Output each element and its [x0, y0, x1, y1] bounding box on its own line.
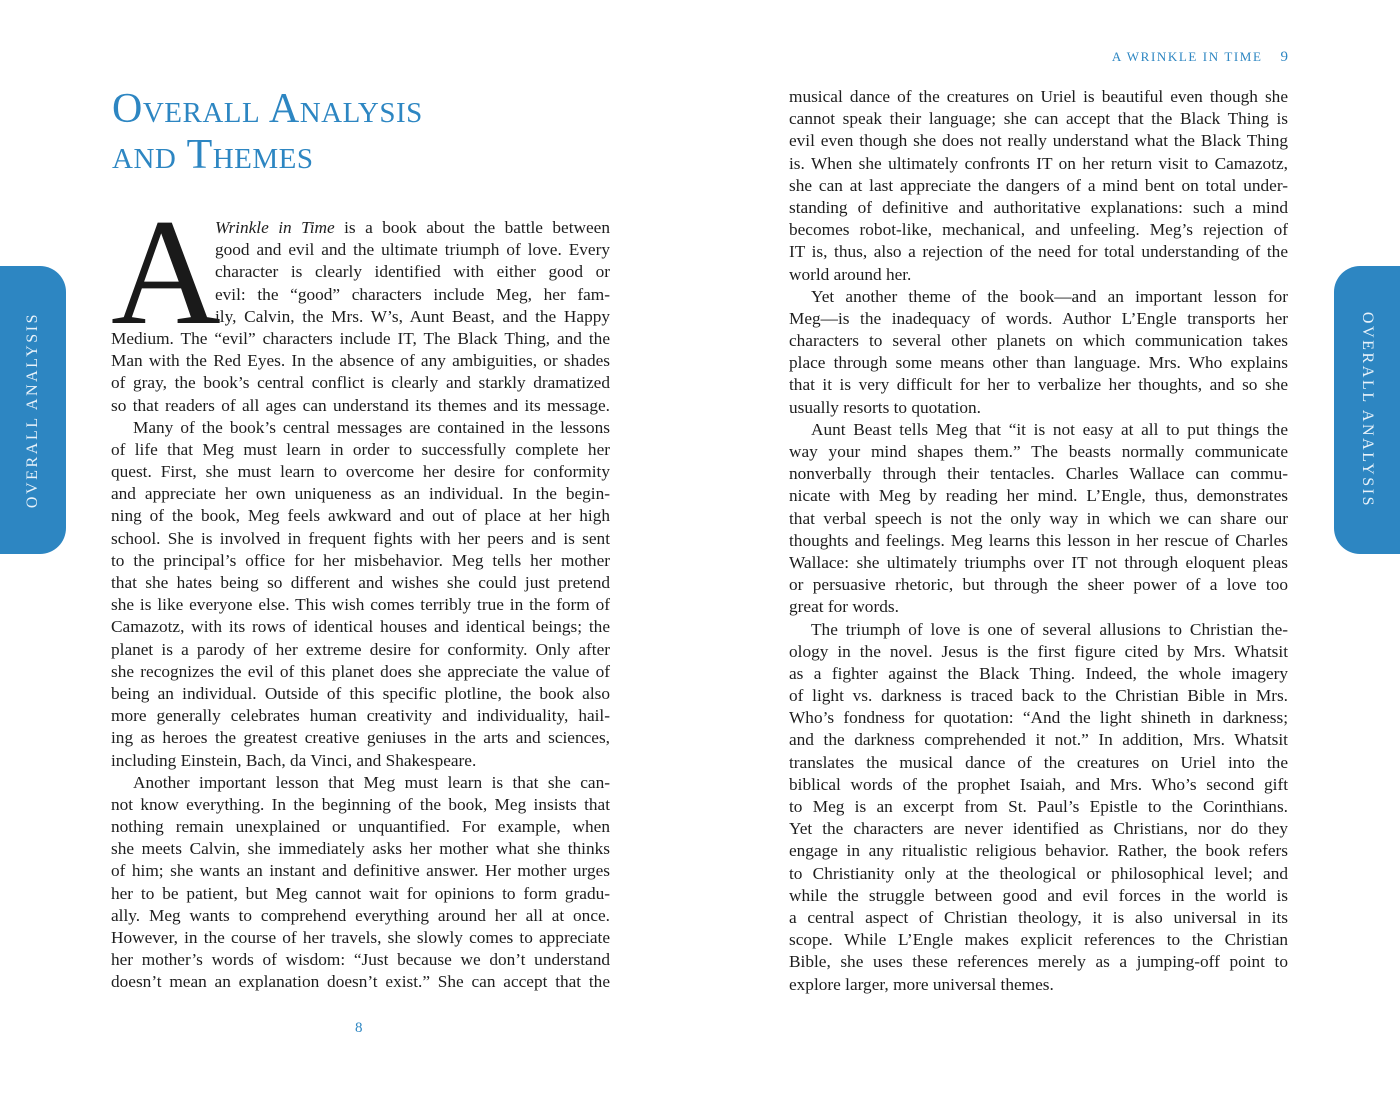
text-line: Yet the characters are never identified as Christians, nor do they: [789, 819, 1288, 839]
text-line: explore larger, more universal themes.: [789, 974, 1054, 994]
text-line: good and evil and the ultimate triumph of love. Every: [215, 240, 610, 260]
text-line: she is like everyone else. This wish comes terribly true in the form of: [111, 595, 610, 615]
page-number-left: 8: [355, 1020, 363, 1036]
text-line: of life that Meg must learn in order to successfully complete her: [111, 439, 610, 459]
text-line: way your mind shapes them.” The beasts normally communicate: [789, 442, 1288, 461]
text-line: ning of the book, Meg feels awkward and out of place at her high: [111, 506, 610, 526]
text-line: being an individual. Outside of this specific plotline, the book also: [111, 683, 610, 703]
text-line: her mother’s words of wisdom: “Just because we don’t understand: [111, 950, 610, 970]
drop-cap: A: [111, 188, 221, 356]
text-line: nothing remain unexplained or unquantified. For example, when: [111, 817, 610, 837]
text-line: including Einstein, Bach, da Vinci, and Shakespeare.: [111, 750, 477, 770]
text-line: while the struggle between good and evil forces in the world is: [789, 885, 1288, 905]
text-line: ing as heroes the greatest creative geniuses in the arts and sciences,: [111, 728, 610, 748]
section-tab-label: OVERALL ANALYSIS: [24, 311, 41, 509]
chapter-title-line-2: and Themes: [112, 132, 314, 178]
left-column-text: [111, 217, 610, 994]
text-line: of light vs. darkness is traced back to the Christian Bible in Mrs.: [789, 686, 1288, 706]
text-line: that verbal speech is not the only way in which we can share our: [789, 508, 1288, 528]
text-line: more generally celebrates human creativity and individuality, hail-: [111, 706, 610, 726]
text-line: Man with the Red Eyes. In the absence of any ambiguities, or shades: [111, 351, 610, 371]
text-line: to Christianity only at the theological or philosophical level; and: [789, 863, 1288, 883]
section-tab-left[interactable]: [0, 266, 66, 554]
text-line: nonverbally through their tentacles. Charles Wallace can commu-: [789, 464, 1288, 484]
chapter-title: [112, 86, 423, 178]
text-line: her to be patient, but Meg cannot wait for opinions to form gradu-: [111, 883, 610, 903]
text-line: school. She is involved in frequent fights with her peers and is sent: [111, 528, 610, 548]
text-line: IT is, thus, also a rejection of the need for total understanding of the: [789, 242, 1288, 262]
text-line: The triumph of love is one of several allusions to Christian the-: [811, 619, 1288, 639]
text-line: Bible, she uses these references merely as a jumping-off point to: [789, 952, 1288, 972]
text-line: she can at last appreciate the dangers of a mind bent on total under-: [789, 175, 1288, 195]
text-line: Yet another theme of the book—and an important lesson for: [811, 286, 1288, 306]
text-line: Another important lesson that Meg must learn is that she can-: [133, 772, 610, 792]
section-tab-right[interactable]: [1334, 266, 1400, 554]
text-line: becomes robot-like, mechanical, and unfeeling. Meg’s rejection of: [789, 220, 1288, 240]
text-line: quest. First, she must learn to overcome her desire for conformity: [111, 462, 610, 482]
running-head: [1112, 49, 1288, 66]
text-line: planet is a parody of her extreme desire for conformity. Only after: [111, 639, 610, 659]
text-line: Who’s fondness for quotation: “And the light shineth in darkness;: [789, 708, 1288, 728]
text-line: Wallace: she ultimately triumphs over IT not through eloquent pleas: [789, 552, 1288, 572]
text-line: However, in the course of her travels, she slowly comes to appreciate: [111, 928, 610, 947]
text-line: world around her.: [789, 264, 912, 284]
text-line: standing of definitive and authoritative explanations: such a mind: [789, 197, 1288, 217]
text-line: a central aspect of Christian theology, it is also universal in its: [789, 907, 1288, 927]
text-line: doesn’t mean an explanation doesn’t exist.” She can accept that the: [111, 972, 610, 992]
text-line: ily, Calvin, the Mrs. W’s, Aunt Beast, and the Happy: [215, 306, 610, 326]
text-line: or persuasive rhetoric, but through the sheer power of a love too: [789, 575, 1288, 595]
text-line: musical dance of the creatures on Uriel is beautiful even though she: [789, 87, 1288, 106]
text-line: nicate with Meg by reading her mind. L’Engle, thus, demonstrates: [789, 486, 1288, 506]
text-line: engage in any ritualistic religious behavior. Rather, the book refers: [789, 841, 1288, 861]
text-line: of gray, the book’s central conflict is clearly and starkly dramatized: [111, 373, 610, 393]
text-line: usually resorts to quotation.: [789, 397, 981, 417]
text-line: place through some means other than language. Mrs. Who explains: [789, 353, 1288, 373]
text-line: Wrinkle in Time is a book about the battle between: [215, 218, 610, 237]
text-line: Medium. The “evil” characters include IT, The Black Thing, and the: [111, 328, 610, 348]
right-column-text: [789, 86, 1288, 996]
page-number-right: 9: [1280, 49, 1288, 65]
text-line: Camazotz, with its rows of identical houses and identical beings; the: [111, 617, 610, 637]
text-line: of him; she wants an instant and definitive answer. Her mother urges: [111, 861, 610, 881]
text-line: she meets Calvin, she immediately asks her mother what she thinks: [111, 839, 610, 859]
text-line: she recognizes the evil of this planet does she appreciate the value of: [111, 661, 610, 681]
section-tab-label: OVERALL ANALYSIS: [1359, 311, 1376, 509]
text-line: not know everything. In the beginning of the book, Meg insists that: [111, 794, 610, 814]
text-line: so that readers of all ages can understand its themes and its message.: [111, 395, 610, 415]
text-line: thoughts and feelings. Meg learns this lesson in her rescue of Charles: [789, 530, 1288, 550]
text-line: to Meg is an excerpt from St. Paul’s Epistle to the Corinthians.: [789, 797, 1288, 816]
text-line: as a fighter against the Black Thing. Indeed, the whole imagery: [789, 663, 1288, 683]
text-line: is. When she ultimately confronts IT on her return visit to Camazotz,: [789, 153, 1288, 173]
text-line: Many of the book’s central messages are contained in the lessons: [133, 417, 610, 437]
text-line: great for words.: [789, 597, 899, 617]
text-line: Aunt Beast tells Meg that “it is not easy at all to put things the: [811, 419, 1288, 439]
text-line: evil: the “good” characters include Meg, her fam-: [215, 284, 610, 304]
text-line: and appreciate her own uniqueness as an individual. In the begin-: [111, 484, 610, 504]
text-line: ally. Meg wants to comprehend everything around her all at once.: [111, 905, 610, 925]
text-line: ology in the novel. Jesus is the first figure cited by Mrs. Whatsit: [789, 641, 1288, 661]
running-head-title: A WRINKLE IN TIME: [1111, 49, 1263, 64]
text-line: scope. While L’Engle makes explicit references to the Christian: [789, 930, 1288, 950]
text-line: biblical words of the prophet Isaiah, and Mrs. Who’s second gift: [789, 774, 1288, 794]
text-line: that she hates being so different and wishes she could just pretend: [111, 573, 610, 592]
text-line: evil even though she does not really understand what the Black Thing: [789, 131, 1288, 151]
text-line: translates the musical dance of the creatures on Uriel into the: [789, 752, 1288, 772]
text-line: Meg—is the inadequacy of words. Author L’Engle transports her: [789, 308, 1288, 328]
text-line: character is clearly identified with either good or: [215, 262, 610, 282]
text-line: and the darkness comprehended it not.” In addition, Mrs. Whatsit: [789, 730, 1288, 750]
text-line: to the principal’s office for her misbehavior. Meg tells her mother: [111, 550, 610, 570]
text-line: characters to several other planets on which communication takes: [789, 331, 1288, 351]
text-line: that it is very difficult for her to verbalize her thoughts, and so she: [789, 375, 1288, 395]
text-line: cannot speak their language; she can accept that the Black Thing is: [789, 109, 1288, 129]
chapter-title-line-1: Overall Analysis: [112, 86, 423, 132]
